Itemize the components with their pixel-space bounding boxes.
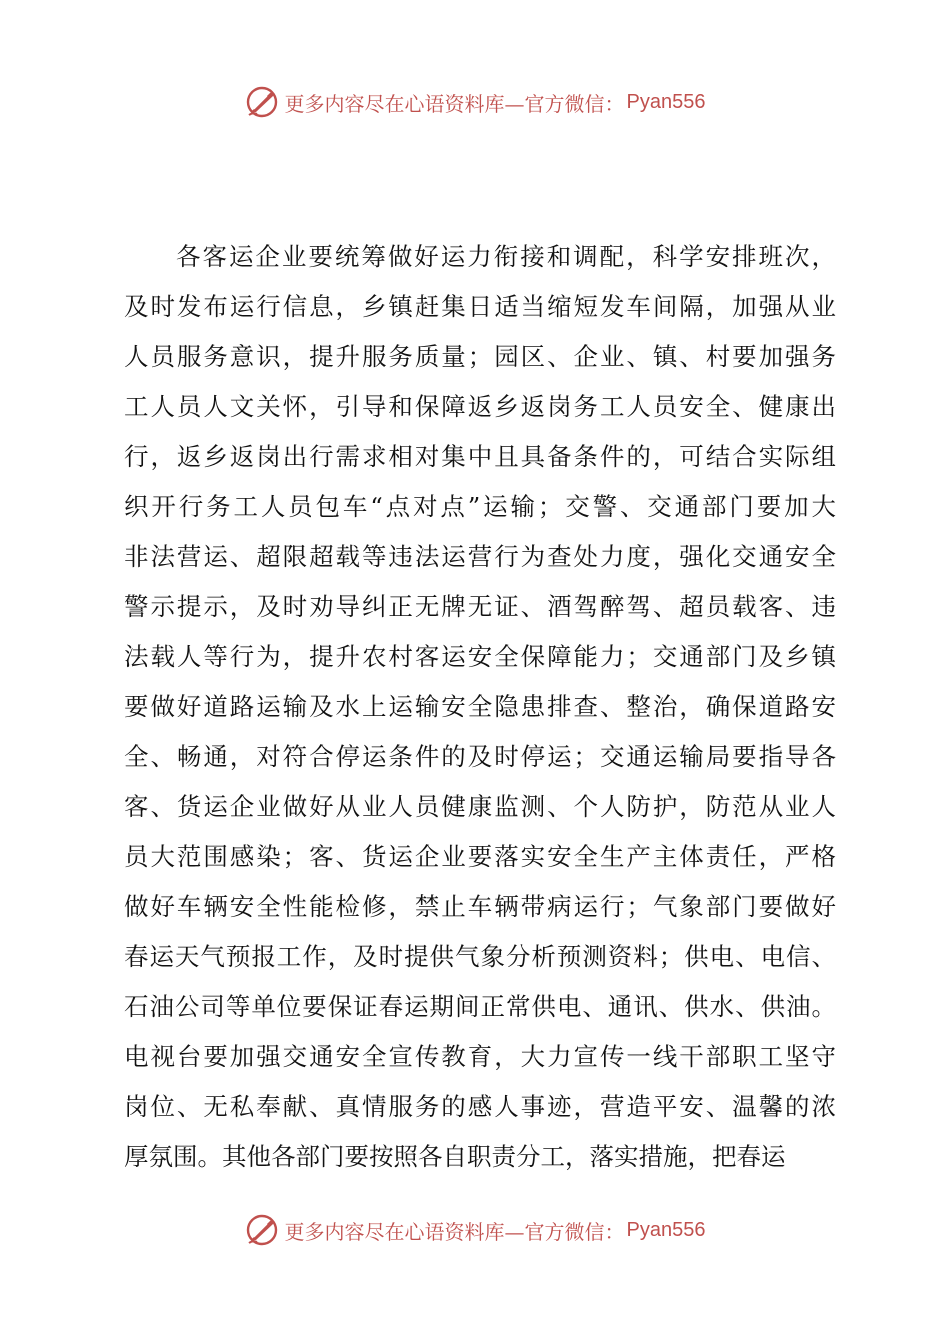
paragraph-line: 客、货运企业做好从业人员健康监测、个人防护，防范从业人 bbox=[124, 792, 836, 821]
paragraph-line: 织开行务工人员包车“点对点”运输；交警、交通部门要加大 bbox=[124, 492, 836, 521]
paragraph-line: 春运天气预报工作，及时提供气象分析预测资料；供电、电信、 bbox=[124, 942, 836, 971]
footer-banner-wechat-label: 官方微信： bbox=[524, 1219, 625, 1244]
paragraph-line: 做好车辆安全性能检修，禁止车辆带病运行；气象部门要做好 bbox=[124, 892, 836, 921]
header-banner-main: 更多内容尽在心语资料库— bbox=[284, 91, 525, 116]
footer-banner bbox=[0, 1208, 950, 1252]
paragraph-line: 法载人等行为，提升农村客运安全保障能力；交通部门及乡镇 bbox=[124, 642, 836, 671]
paragraph-line: 厚氛围。其他各部门要按照各自职责分工，落实措施，把春运 bbox=[124, 1142, 786, 1171]
header-banner-text bbox=[285, 88, 706, 117]
header-banner-wechat-id: Pyan556 bbox=[626, 90, 706, 113]
paragraph-line: 岗位、无私奉献、真情服务的感人事迹，营造平安、温馨的浓 bbox=[124, 1092, 836, 1121]
paragraph-line: 员大范围感染；客、货运企业要落实安全生产主体责任，严格 bbox=[124, 842, 836, 871]
paragraph-line: 各客运企业要统筹做好运力衔接和调配，科学安排班次， bbox=[176, 242, 836, 271]
quill-logo-icon bbox=[245, 1213, 279, 1247]
header-banner-wechat-label: 官方微信： bbox=[524, 91, 625, 116]
paragraph-line: 工人员人文关怀，引导和保障返乡返岗务工人员安全、健康出 bbox=[124, 392, 836, 421]
paragraph-line: 非法营运、超限超载等违法运营行为查处力度，强化交通安全 bbox=[124, 542, 836, 571]
body-paragraph bbox=[124, 232, 836, 1182]
paragraph-line: 要做好道路运输及水上运输安全隐患排查、整治，确保道路安 bbox=[124, 692, 836, 721]
header-banner bbox=[0, 80, 950, 124]
paragraph-line: 警示提示，及时劝导纠正无牌无证、酒驾醉驾、超员载客、违 bbox=[124, 592, 836, 621]
paragraph-line: 石油公司等单位要保证春运期间正常供电、通讯、供水、供油。 bbox=[124, 992, 836, 1021]
quill-logo-icon bbox=[245, 85, 279, 119]
footer-banner-text bbox=[285, 1216, 706, 1245]
paragraph-line: 及时发布运行信息，乡镇赶集日适当缩短发车间隔，加强从业 bbox=[124, 292, 836, 321]
footer-banner-main: 更多内容尽在心语资料库— bbox=[284, 1219, 525, 1244]
footer-banner-wechat-id: Pyan556 bbox=[626, 1218, 706, 1241]
paragraph-line: 全、畅通，对符合停运条件的及时停运；交通运输局要指导各 bbox=[124, 742, 836, 771]
paragraph-line: 人员服务意识，提升服务质量；园区、企业、镇、村要加强务 bbox=[124, 342, 836, 371]
paragraph-line: 行，返乡返岗出行需求相对集中且具备条件的，可结合实际组 bbox=[124, 442, 836, 471]
paragraph-line: 电视台要加强交通安全宣传教育，大力宣传一线干部职工坚守 bbox=[124, 1042, 836, 1071]
